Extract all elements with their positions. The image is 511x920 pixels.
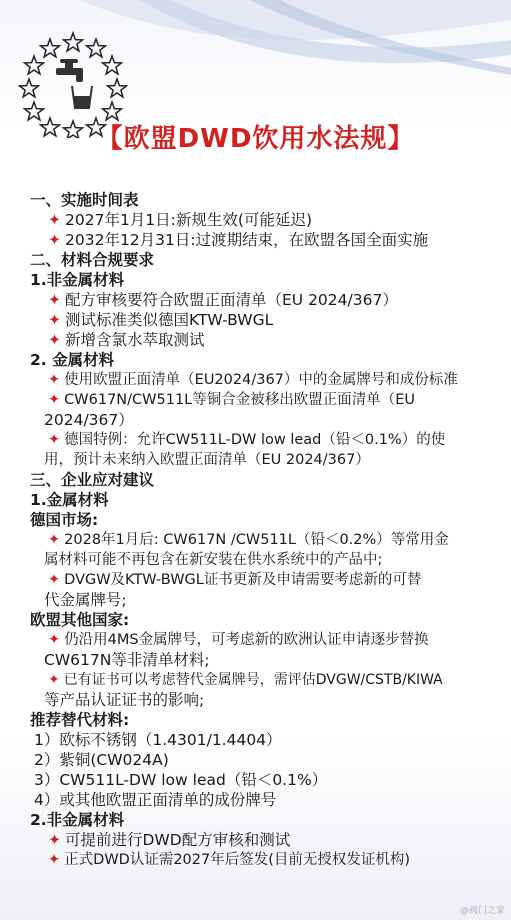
faucet-icon [56,59,83,82]
numbered-item: 2）紫铜(CW024A) [34,751,169,769]
list-item-continuation: 用，预计未来纳入欧盟正面清单（EU 2024/367） [44,452,370,468]
market-heading: 德国市场: [30,511,99,529]
list-item: ✦ 可提前进行DWD配方审核和测试 [48,831,291,849]
list-item-continuation: 属材料可能不再包含在新安装在供水系统中的产品中; [44,552,383,568]
list-item: ✦ 使用欧盟正面清单（EU2024/367）中的金属牌号和成份标准 [48,372,458,388]
star-bullet-icon: ✦ [48,432,61,448]
subsection-heading: 1.非金属材料 [30,271,125,289]
star-bullet-icon: ✦ [48,831,61,849]
star-icon [64,33,83,51]
list-item: ✦ 正式DWD认证需2027年后签发(目前无授权发证机构) [48,852,411,868]
list-item-continuation: 代金属牌号; [44,591,127,609]
list-item: ✦ 2032年12月31日:过渡期结束，在欧盟各国全面实施 [48,231,429,249]
section-heading: 二、材料合规要求 [30,251,155,269]
star-bullet-icon: ✦ [48,852,61,868]
star-icon [25,56,44,74]
list-item: ✦ 2028年1月后: CW617N /CW511L（铅＜0.2%）等常用金 [48,532,449,548]
star-icon [87,39,106,57]
star-icon [103,56,122,74]
star-bullet-icon: ✦ [48,311,61,329]
list-item: ✦ CW617N/CW511L等铜合金被移出欧盟正面清单（EU [48,392,416,408]
list-item: ✦ 配方审核要符合欧盟正面清单（EU 2024/367） [48,291,398,309]
list-item-continuation: 2024/367） [44,411,134,429]
subsection-heading: 1.金属材料 [30,491,109,509]
numbered-item: 3）CW511L-DW low lead（铅＜0.1%） [34,771,328,789]
star-bullet-icon: ✦ [48,231,61,249]
list-item: ✦ 新增含氯水萃取测试 [48,331,205,349]
star-bullet-icon: ✦ [48,291,61,309]
list-item: ✦ 2027年1月1日:新规生效(可能延迟) [48,211,312,229]
list-item-continuation: 等产品认证证书的影响; [44,691,205,709]
recommendation-heading: 推荐替代材料: [30,711,130,729]
list-item: ✦ 测试标准类似德国KTW-BWGL [48,311,274,329]
page-title: 【欧盟DWD饮用水法规】 [96,124,415,154]
star-bullet-icon: ✦ [48,632,61,648]
star-bullet-icon: ✦ [48,572,61,588]
star-bullet-icon: ✦ [48,672,60,688]
list-item: ✦ 仍沿用4MS金属牌号，可考虑新的欧洲认证申请逐步替换 [48,632,429,648]
star-bullet-icon: ✦ [48,372,61,388]
watermark: @阀门之家 [459,906,505,916]
list-item-continuation: CW617N等非清单材料; [44,651,210,669]
star-bullet-icon: ✦ [48,211,61,229]
star-icon [20,79,39,97]
market-heading: 欧盟其他国家: [30,611,130,629]
numbered-item: 1）欧标不锈钢（1.4301/1.4404） [34,731,282,749]
subsection-heading: 2. 金属材料 [30,351,115,369]
section-heading: 三、企业应对建议 [30,471,155,489]
list-item: ✦ 德国特例：允许CW511L-DW low lead（铅＜0.1%）的使 [48,432,446,448]
star-bullet-icon: ✦ [48,392,61,408]
list-item: ✦ 已有证书可以考虑替代金属牌号，需评估DVGW/CSTB/KIWA [48,672,443,688]
section-heading: 一、实施时间表 [30,191,139,209]
star-bullet-icon: ✦ [48,331,61,349]
star-icon [108,79,127,97]
subsection-heading: 2.非金属材料 [30,811,125,829]
star-icon [41,39,60,57]
list-item: ✦ DVGW及KTW-BWGL证书更新及申请需要考虑新的可替 [48,572,422,588]
numbered-item: 4）或其他欧盟正面清单的成份牌号 [34,791,277,809]
star-bullet-icon: ✦ [48,532,61,548]
